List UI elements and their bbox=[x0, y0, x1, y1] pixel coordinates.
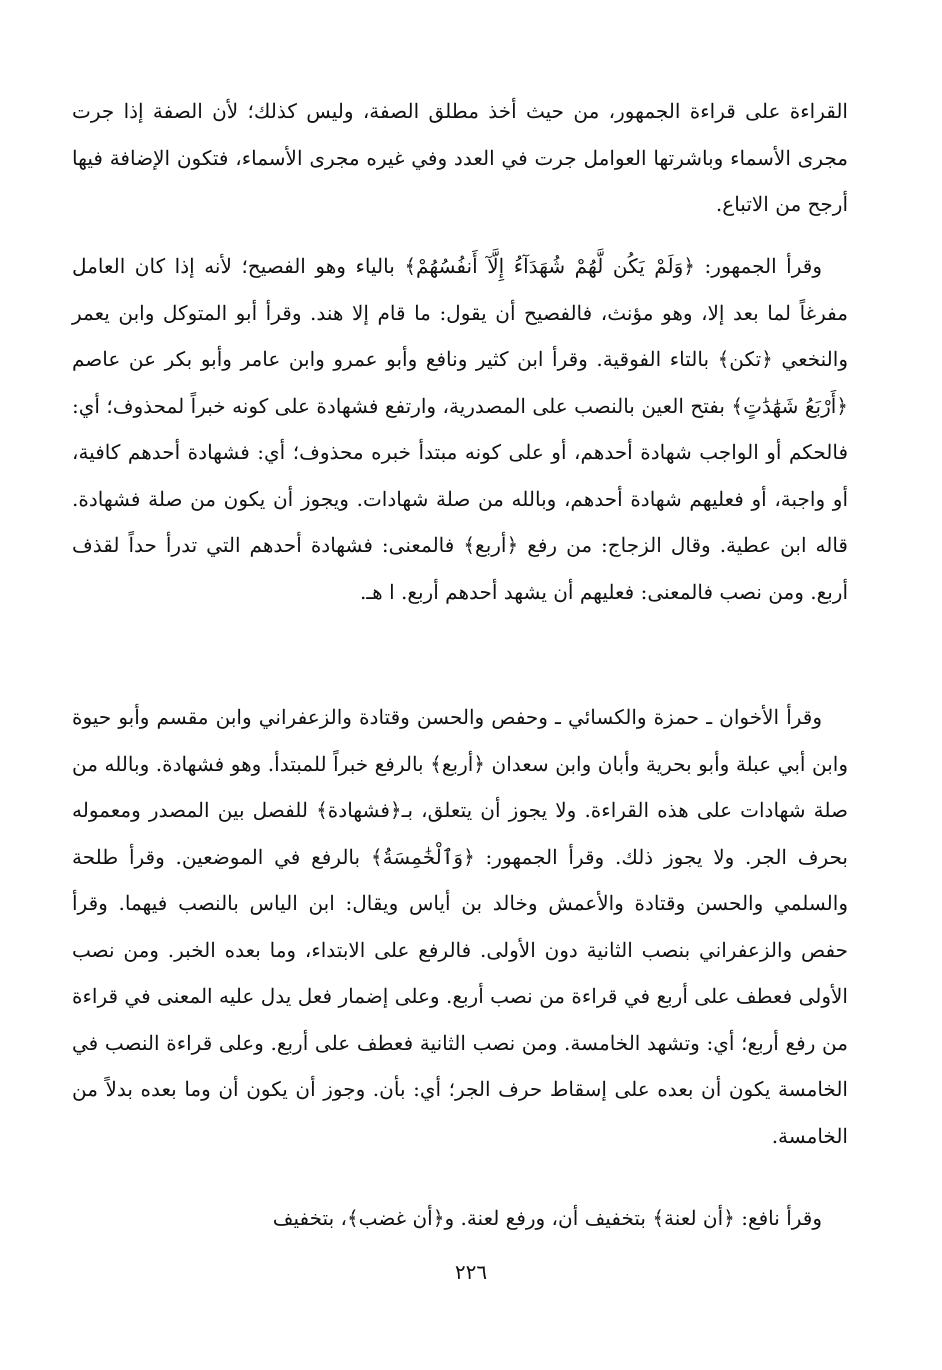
paragraph-nafi-reading: وقرأ نافع: ﴿أن لعنة﴾ بتخفيف أن، ورفع لعنة. و﴿أن غضب﴾، بتخفيف bbox=[272, 1206, 822, 1230]
paragraph-continuation: القراءة على قراءة الجمهور، من حيث أخذ مطلق الصفة، وليس كذلك؛ لأن الصفة إذا جرت مجرى الأسماء وباشرتها العوامل جرت في العدد وفي غيره مجرى الأسماء، فتكون الإضافة فيها أرجح من الاتباع. bbox=[72, 99, 848, 216]
page-number: ٢٢٦ bbox=[454, 1260, 488, 1284]
paragraph-akhawan-reading: وقرأ الأخوان ـ حمزة والكسائي ـ وحفص والحسن وقتادة والزعفراني وابن مقسم وأبو حيوة وابن أبي عبلة وأبو بحرية وأبان وابن سعدان ﴿أربع﴾ بالرفع خبراً للمبتدأ. وهو فشهادة. وبالله من صلة شهادات على هذه القراءة. ولا يجوز أن يتعلق، بـ﴿فشهادة﴾ للفصل بين المصدر ومعموله بحرف الجر. ولا يجوز ذلك. وقرأ الجمهور: ﴿وَٱلْخَٰمِسَةُ﴾ بالرفع في الموضعين. وقرأ طلحة والسلمي والحسن وقتادة والأعمش وخالد بن أياس ويقال: ابن الياس بالنصب فيهما. وقرأ حفص والزعفراني بنصب الثانية دون الأولى. فالرفع على الابتداء، وما بعده الخبر. ومن نصب الأولى فعطف على أربع في قراءة من نصب أربع. وعلى إضمار فعل يدل عليه المعنى في قراءة من رفع أربع؛ أي: وتشهد الخامسة. ومن نصب الثانية فعطف على أربع. وعلى قراءة النصب في الخامسة يكون أن بعده على إسقاط حرف الجر؛ أي: بأن. وجوز أن يكون أن وما بعده بدلاً من الخامسة. bbox=[72, 705, 848, 1148]
paragraph-jumhur-reading: وقرأ الجمهور: ﴿وَلَمْ يَكُن لَّهُمْ شُهَدَآءُ إِلَّآ أَنفُسُهُمْ﴾ بالياء وهو الفصيح؛ لأنه إذا كان العامل مفرغاً لما بعد إلا، وهو مؤنث، فالفصيح أن يقول: ما قام إلا هند. وقرأ أبو المتوكل وابن يعمر والنخعي ﴿تكن﴾ بالتاء الفوقية. وقرأ ابن كثير ونافع وأبو عمرو وابن عامر وأبو بكر عن عاصم ﴿أَرْبَعُ شَهَٰدَٰتٍ﴾ بفتح العين بالنصب على المصدرية، وارتفع فشهادة على كونه خبراً لمحذوف؛ أي: فالحكم أو الواجب شهادة أحدهم، أو على كونه مبتدأ خبره محذوف؛ أي: فشهادة أحدهم كافية، أو واجبة، أو فعليهم شهادة أحدهم، وبالله من صلة شهادات. ويجوز أن يكون من صلة فشهادة. قاله ابن عطية. وقال الزجاج: من رفع ﴿أربع﴾ فالمعنى: فشهادة أحدهم التي تدرأ حداً لقذف أربع. ومن نصب فالمعنى: فعليهم أن يشهد أحدهم أربع. ا هـ. bbox=[72, 254, 848, 604]
